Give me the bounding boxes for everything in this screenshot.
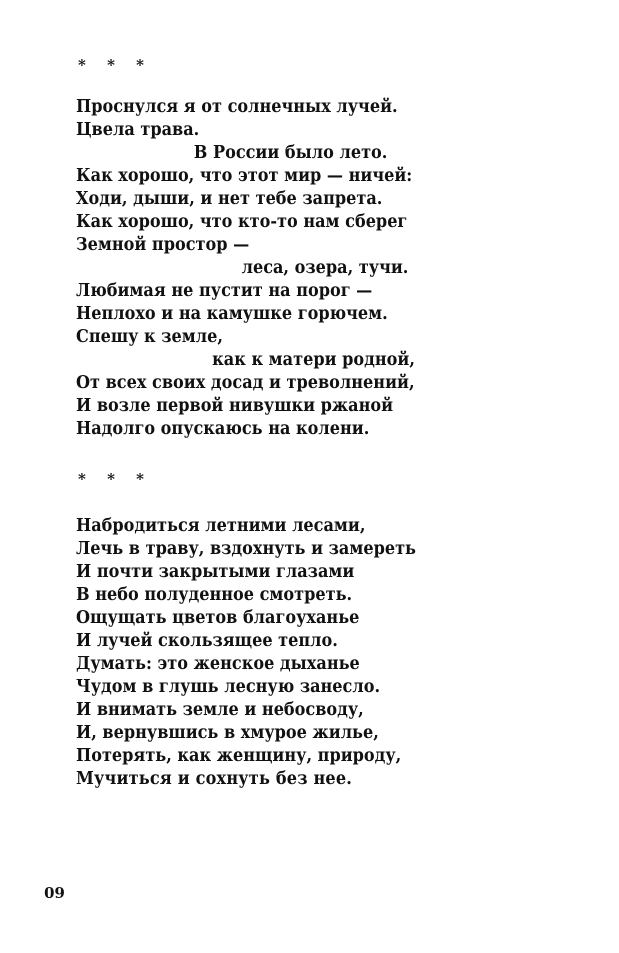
poem-line: Проснулся я от солнечных лучей.	[76, 97, 398, 117]
poem-line: Неплохо и на камушке горючем.	[76, 304, 388, 324]
section-separator-1: * * *	[78, 56, 152, 74]
poem-line: Ощущать цветов благоуханье	[76, 608, 360, 628]
poem-line: Потерять, как женщину, природу,	[76, 746, 402, 766]
poem-line: леса, озера, тучи.	[241, 258, 409, 278]
poem-line: Как хорошо, что кто-то нам сберег	[76, 212, 408, 232]
poem-line: От всех своих досад и треволнений,	[76, 373, 415, 393]
poem-line: Ходи, дыши, и нет тебе запрета.	[76, 189, 383, 209]
poem-line: Набродиться летними лесами,	[76, 516, 366, 536]
poem-line: И почти закрытыми глазами	[76, 562, 355, 582]
poem-1	[76, 96, 456, 441]
page-number: 60	[44, 883, 65, 901]
poem-line: Как хорошо, что этот мир — ничей:	[76, 166, 413, 186]
poem-line: Думать: это женское дыханье	[76, 654, 360, 674]
poem-line: Надолго опускаюсь на колени.	[76, 419, 370, 439]
poem-line: Лечь в траву, вздохнуть и замереть	[76, 539, 416, 559]
poem-line: В небо полуденное смотреть.	[76, 585, 353, 605]
poem-line: В России было лето.	[193, 143, 388, 163]
poem-line: И возле первой нивушки ржаной	[76, 396, 394, 416]
poem-line: Любимая не пустит на порог —	[76, 281, 373, 301]
poem-line: как к матери родной,	[212, 350, 415, 370]
poem-line: И внимать земле и небосводу,	[76, 700, 364, 720]
poem-line: И, вернувшись в хмурое жилье,	[76, 723, 379, 743]
poem-line: Мучиться и сохнуть без нее.	[76, 769, 353, 789]
poem-line: И лучей скользящее тепло.	[76, 631, 338, 651]
poem-2	[76, 515, 456, 791]
poem-line: Спешу к земле,	[76, 327, 223, 347]
section-separator-2: * * *	[78, 470, 152, 488]
poem-line: Земной простор —	[76, 235, 250, 255]
poem-line: Цвела трава.	[76, 120, 200, 140]
poem-line: Чудом в глушь лесную занесло.	[76, 677, 381, 697]
